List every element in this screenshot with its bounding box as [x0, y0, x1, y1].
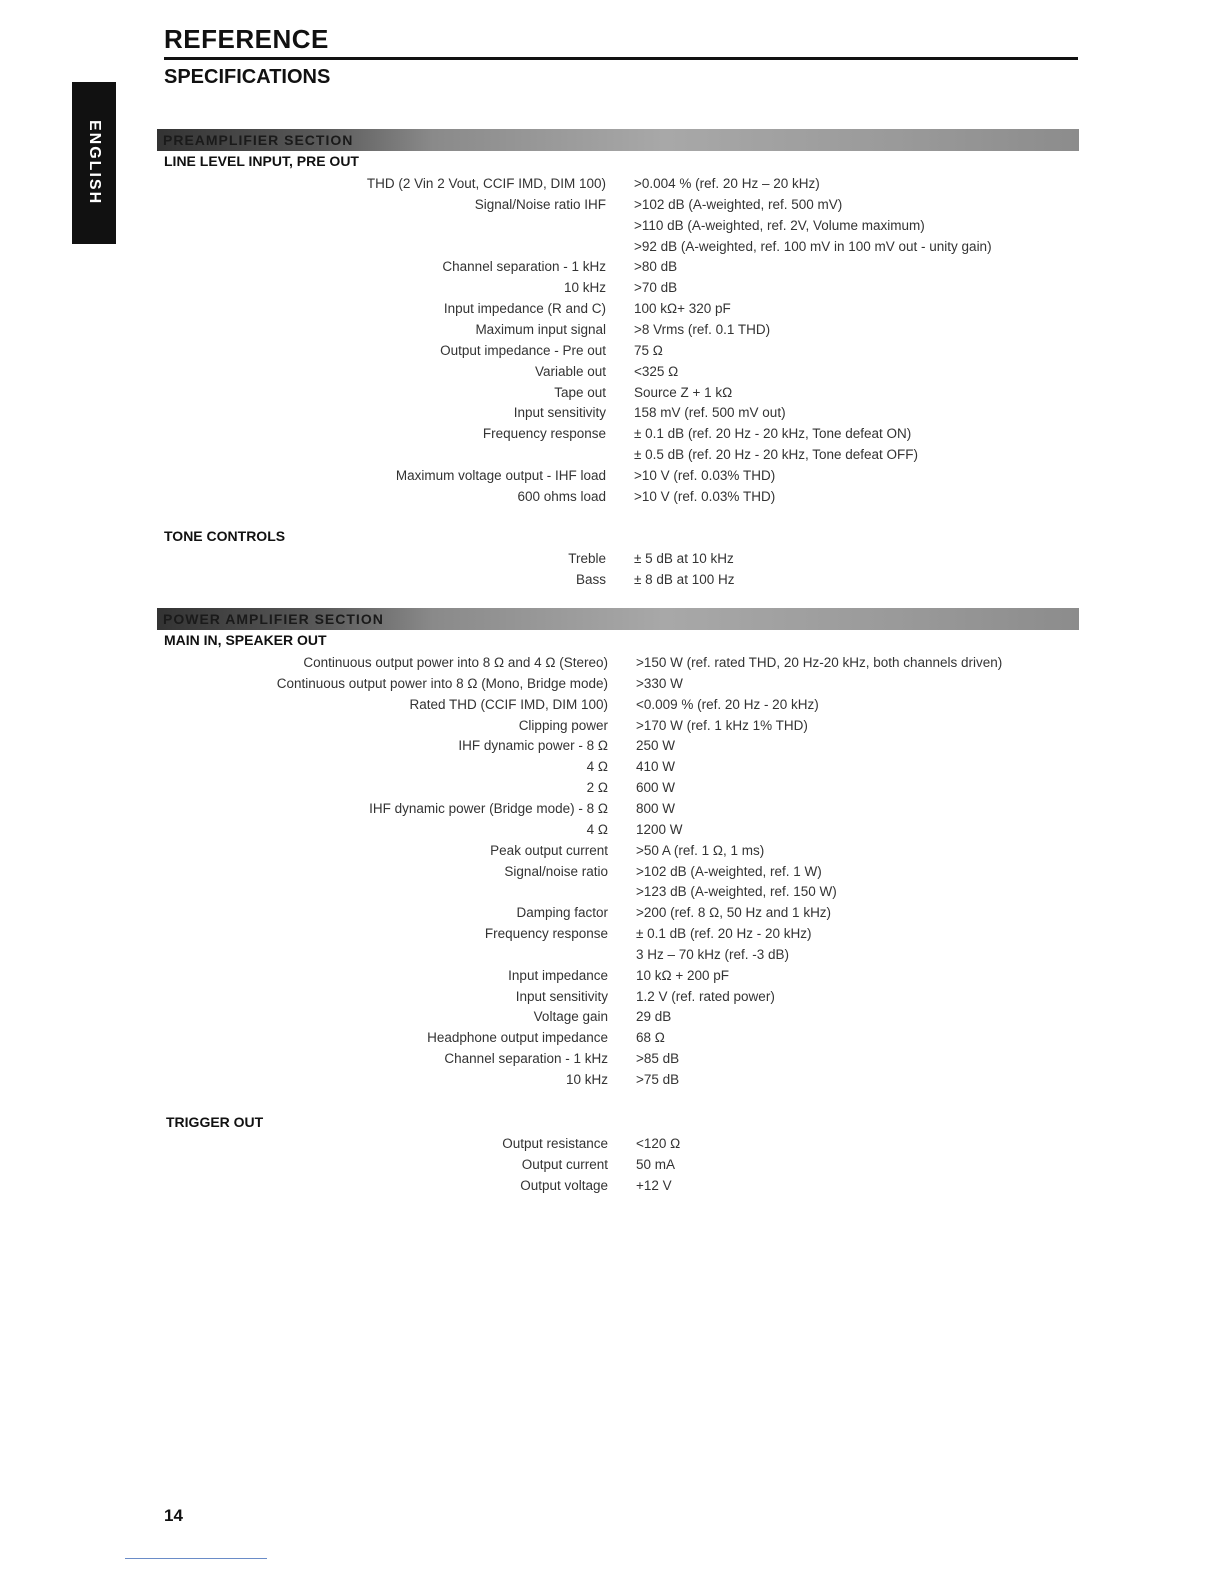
spec-label: 4 Ω — [586, 821, 608, 837]
spec-row — [0, 881, 837, 902]
spec-row — [0, 798, 676, 819]
spec-row — [0, 277, 678, 298]
spec-row — [0, 1175, 672, 1196]
spec-label: Continuous output power into 8 Ω and 4 Ω (Stereo) — [303, 655, 608, 670]
spec-row — [0, 673, 683, 694]
spec-row — [0, 298, 731, 319]
spec-row — [0, 382, 733, 403]
spec-label: Signal/noise ratio — [504, 863, 608, 879]
spec-row — [0, 1006, 672, 1027]
spec-row — [0, 423, 912, 444]
spec-row — [0, 986, 775, 1007]
page-title: REFERENCE — [164, 24, 329, 54]
spec-row — [0, 236, 992, 257]
language-tab-label: ENGLISH — [86, 120, 103, 206]
spec-row — [0, 735, 676, 756]
spec-value: 600 W — [636, 780, 676, 796]
spec-label: Headphone output impedance — [427, 1030, 608, 1046]
spec-row — [0, 194, 843, 215]
spec-label: Treble — [568, 551, 606, 566]
spec-value: 1.2 V (ref. rated power) — [636, 988, 775, 1004]
spec-row — [0, 923, 812, 944]
spec-value: 250 W — [636, 738, 676, 754]
spec-label: Clipping power — [518, 717, 608, 733]
spec-row — [0, 652, 1003, 673]
spec-value: 29 dB — [636, 1009, 672, 1025]
spec-value: ± 0.1 dB (ref. 20 Hz - 20 kHz, Tone defeat ON) — [634, 426, 912, 442]
spec-label: Voltage gain — [533, 1009, 608, 1025]
section-bar-label: PREAMPLIFIER SECTION — [163, 132, 354, 148]
spec-value: <325 Ω — [634, 363, 679, 379]
spec-label: Variable out — [534, 363, 606, 379]
spec-row — [0, 840, 765, 861]
spec-label: THD (2 Vin 2 Vout, CCIF IMD, DIM 100) — [366, 176, 606, 191]
spec-row — [0, 256, 678, 277]
spec-row — [0, 319, 771, 340]
page-subtitle: SPECIFICATIONS — [164, 66, 331, 88]
spec-label: Channel separation - 1 kHz — [442, 259, 606, 275]
spec-row — [0, 694, 819, 715]
spec-row — [0, 340, 663, 361]
spec-value: 800 W — [636, 800, 676, 816]
spec-label: Input impedance — [508, 967, 608, 983]
spec-value: >330 W — [636, 675, 683, 691]
spec-value: >10 V (ref. 0.03% THD) — [634, 467, 776, 483]
spec-label: Output impedance - Pre out — [440, 342, 606, 358]
spec-value: 3 Hz – 70 kHz (ref. -3 dB) — [636, 946, 790, 962]
spec-value: >110 dB (A-weighted, ref. 2V, Volume maximum) — [634, 217, 925, 233]
spec-value: ± 0.5 dB (ref. 20 Hz - 20 kHz, Tone defeat OFF) — [634, 447, 919, 463]
spec-label: Signal/Noise ratio IHF — [474, 196, 606, 212]
spec-value: >75 dB — [636, 1072, 680, 1087]
title-rule — [164, 57, 1078, 60]
spec-label: 600 ohms load — [517, 488, 606, 504]
spec-row — [0, 715, 808, 736]
spec-row — [0, 486, 776, 507]
spec-label: Maximum input signal — [475, 321, 606, 337]
spec-value: +12 V — [636, 1177, 672, 1193]
spec-row — [0, 777, 676, 798]
spec-label: Output resistance — [502, 1136, 608, 1151]
section-bar-label: POWER AMPLIFIER SECTION — [163, 611, 384, 627]
spec-value: >150 W (ref. rated THD, 20 Hz-20 kHz, both channels driven) — [636, 655, 1003, 670]
spec-value: >0.004 % (ref. 20 Hz – 20 kHz) — [634, 176, 820, 191]
spec-row — [0, 569, 735, 590]
spec-value: 50 mA — [636, 1156, 676, 1172]
spec-value: >50 A (ref. 1 Ω, 1 ms) — [636, 842, 765, 858]
spec-value: <0.009 % (ref. 20 Hz - 20 kHz) — [636, 696, 819, 712]
spec-row — [0, 173, 820, 194]
spec-row — [0, 444, 919, 465]
spec-label: Continuous output power into 8 Ω (Mono, Bridge mode) — [276, 675, 608, 691]
spec-label: Tape out — [554, 384, 606, 400]
spec-label: Bass — [575, 571, 606, 587]
spec-label: Damping factor — [516, 905, 608, 921]
spec-value: >10 V (ref. 0.03% THD) — [634, 488, 776, 504]
spec-value: >123 dB (A-weighted, ref. 150 W) — [636, 884, 837, 900]
spec-row — [0, 902, 832, 923]
spec-row — [0, 215, 925, 236]
spec-label: Output voltage — [520, 1177, 608, 1193]
spec-label: 10 kHz — [563, 280, 606, 296]
spec-value: ± 5 dB at 10 kHz — [634, 551, 734, 566]
spec-row — [0, 1027, 665, 1048]
spec-label: Input sensitivity — [515, 988, 608, 1004]
section-bar-power-amplifier — [157, 608, 1079, 630]
spec-row — [0, 944, 790, 965]
spec-value: ± 0.1 dB (ref. 20 Hz - 20 kHz) — [636, 926, 812, 942]
spec-value: ± 8 dB at 100 Hz — [634, 571, 735, 587]
spec-value: 68 Ω — [636, 1030, 665, 1046]
spec-label: Maximum voltage output - IHF load — [395, 467, 606, 483]
spec-label: Output current — [521, 1156, 608, 1172]
spec-label: IHF dynamic power - 8 Ω — [458, 738, 608, 754]
group-title-tone-controls: TONE CONTROLS — [164, 528, 286, 544]
spec-value: >170 W (ref. 1 kHz 1% THD) — [636, 717, 808, 733]
spec-value: 75 Ω — [634, 342, 663, 358]
spec-value: 100 kΩ+ 320 pF — [634, 301, 731, 317]
spec-row — [0, 965, 730, 986]
group-title-line-level: LINE LEVEL INPUT, PRE OUT — [164, 153, 359, 169]
spec-value: >102 dB (A-weighted, ref. 500 mV) — [634, 196, 843, 212]
spec-row — [0, 1154, 676, 1175]
spec-value: 10 kΩ + 200 pF — [636, 967, 730, 983]
group-title-trigger-out: TRIGGER OUT — [166, 1114, 264, 1130]
spec-row — [0, 819, 683, 840]
spec-label: IHF dynamic power (Bridge mode) - 8 Ω — [369, 800, 608, 816]
spec-value: Source Z + 1 kΩ — [634, 384, 733, 400]
spec-value: 158 mV (ref. 500 mV out) — [634, 405, 786, 421]
spec-value: 410 W — [636, 759, 676, 775]
spec-row — [0, 1133, 681, 1154]
spec-label: 4 Ω — [586, 759, 608, 775]
spec-row — [0, 402, 786, 423]
spec-value: 1200 W — [636, 821, 683, 837]
spec-label: Channel separation - 1 kHz — [444, 1051, 608, 1067]
spec-value: >85 dB — [636, 1051, 680, 1067]
footer-line — [125, 1558, 267, 1559]
spec-row — [0, 361, 679, 382]
spec-row — [0, 548, 734, 569]
spec-value: >70 dB — [634, 280, 678, 296]
spec-value: <120 Ω — [636, 1136, 681, 1151]
spec-label: Frequency response — [482, 426, 606, 442]
spec-row — [0, 1048, 680, 1069]
spec-label: Input sensitivity — [513, 405, 606, 421]
spec-row — [0, 756, 676, 777]
group-title-main-in: MAIN IN, SPEAKER OUT — [164, 632, 327, 648]
spec-label: 10 kHz — [565, 1072, 608, 1087]
spec-label: Frequency response — [484, 926, 608, 942]
spec-value: >102 dB (A-weighted, ref. 1 W) — [636, 863, 822, 879]
spec-label: 2 Ω — [586, 780, 608, 796]
spec-row — [0, 465, 776, 486]
section-bar-preamplifier — [157, 129, 1079, 151]
spec-value: >200 (ref. 8 Ω, 50 Hz and 1 kHz) — [636, 905, 832, 921]
page-number: 14 — [164, 1506, 183, 1525]
spec-label: Rated THD (CCIF IMD, DIM 100) — [409, 696, 608, 712]
spec-label: Input impedance (R and C) — [443, 301, 606, 317]
spec-row — [0, 1069, 680, 1090]
spec-value: >8 Vrms (ref. 0.1 THD) — [634, 321, 771, 337]
spec-value: >92 dB (A-weighted, ref. 100 mV in 100 mV out - unity gain) — [634, 238, 992, 254]
spec-row — [0, 861, 822, 882]
spec-value: >80 dB — [634, 259, 678, 275]
spec-label: Peak output current — [490, 842, 608, 858]
